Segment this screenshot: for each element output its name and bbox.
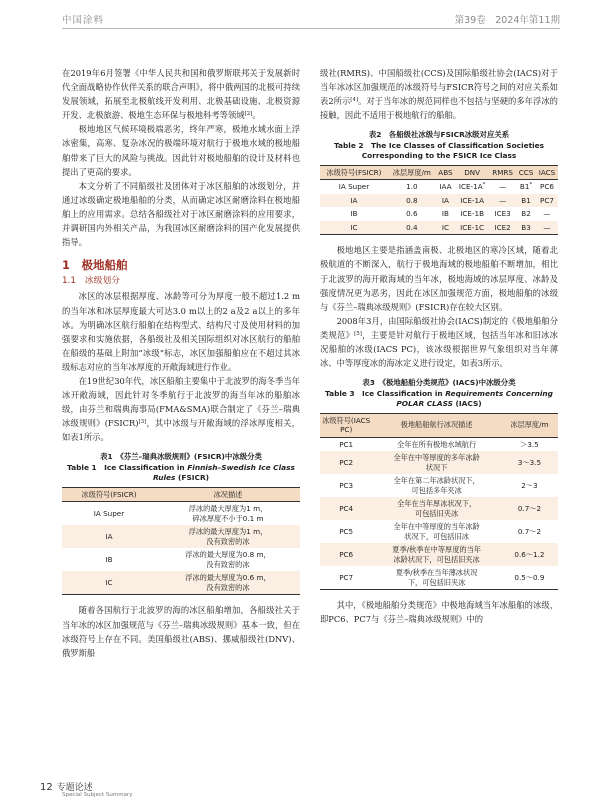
citation: [4] [350, 97, 359, 104]
header-divider [62, 28, 560, 29]
subsection-heading: 1.1 冰级划分 [62, 276, 120, 287]
table-row: IC 0.4 IC ICE-1C ICE2 B3 — [320, 221, 558, 235]
paragraph: 本文分析了不同船级社及团体对于冰区船舶的冰级划分，并通过冰级确定极地船舶的分类，从而确定冰区耐磨涂料在极地船舶上的应用需求。总结各船级社对于冰区耐磨涂料的应用要求，并调研国内外相关产品，为我国冰区耐磨涂料的国产化发展提供指导。 [62, 180, 300, 248]
page-number: 12 [40, 782, 53, 793]
table-header: CCS [516, 165, 536, 180]
table3 [320, 413, 558, 591]
left-column [62, 66, 300, 660]
table-header: DNV [455, 165, 489, 180]
table2 [320, 165, 558, 236]
citation: [5] [354, 330, 362, 337]
table1 [62, 487, 300, 596]
table-row: PC1 全年在所有极地水域航行 ＞3.5 [339, 439, 539, 449]
citation: [2] [244, 111, 253, 118]
table-row: PC2 全年在中等厚度的多年冰龄 状况下 3～3.5 [320, 451, 558, 474]
citation: [3] [138, 419, 147, 426]
table-row: PC7 夏季/秋季在当年薄冰状况 下，可包括旧夹冰 0.5～0.9 [339, 568, 545, 587]
table2-caption-zh: 表2 各船级社冰级与FSICR冰级对应关系 [368, 130, 510, 140]
right-column [320, 66, 558, 626]
table1-caption-zh: 表1 《芬兰–瑞典冰级规则》(FSICR)中冰级分类 [100, 452, 262, 462]
table-row: IA 浮冰的最大厚度为1 m， 没有致密的冰 [62, 525, 300, 548]
table-row: PC3 全年在第二年冰龄状况下， 可包括多年夹冰 2～3 [339, 476, 538, 495]
section-heading: 1 极地船舶 [62, 258, 128, 273]
journal-name: 中国涂料 [62, 15, 105, 26]
table3-caption-en: Table 3 Ice Classification in Requirements Concerning POLAR CLASS (IACS) [325, 388, 553, 409]
paragraph: 2008年3月，由国际船级社协会(IACS)制定的《极地船舶分类规范》[5]，主要是针对航行于极地区域，包括当年冰和旧冰冰况船舶的冰级(IACS PC)，该冰级根据世界气象组织对当年薄冰、中等厚度冰的海冰定义进行设定，如表3所示。 [320, 315, 558, 369]
table1-caption-en: Table 1 Ice Classification in Finnish–Swedish Ice Class Rules (FSICR) [67, 462, 295, 483]
table-row: IC 浮冰的最大厚度为0.6 m， 没有致密的冰 [62, 571, 300, 595]
paragraph: 冰区的冰层根据厚度、冰龄等可分为厚度一般不超过1.2 m的当年冰和冰层厚度最大可达3.0 m以上的2 a及2 a以上的多年冰。为明确冰区航行船舶在结构型式、结构尺寸及使用材料的加强要求和实施依据，各船级社及相关国际组织对冰区航行的船舶在船级的基础上附加“冰级”标志，冰区加强船舶应在不超过其冰级标志对应的当年冰厚度的开敞海域进行作业。 [62, 291, 300, 372]
table-row: IB 0.6 IB ICE-1B ICE3 B2 — [350, 209, 551, 219]
table-row: IA 0.8 IA ICE-1A — B1 PC7 [320, 194, 558, 208]
table-header: 冰层厚度/m [388, 165, 436, 180]
table-header: 极地船舶航行冰况描述 [372, 413, 501, 437]
table-header: 冰级符号(IACS PC) [320, 413, 372, 437]
paragraph: 极地地区气候环境极端恶劣，终年严寒，极地水域水面上浮冰密集，高寒、复杂冰况的极端环境对航行于极地水域的极地船舶带来了巨大的风险与挑战。因此针对极地船舶的设计及材料也提出了更高的要求。 [62, 124, 300, 177]
section-label-en: Special Subject Summary [62, 792, 133, 798]
paragraph: 极地地区主要是指涵盖南极、北极地区的寒冷区域，随着北极航道的不断深入，航行于极地海域的极地船舶不断增加，相比于北波罗的海开敞海域的当年冰，极地海域的冰层厚度、冰龄及强度情况更为恶劣，因此在冰区加强规范方面，极地船舶的冰级与《芬兰–瑞典冰级规则》(FSICR)存在较大区别。 [320, 245, 558, 312]
table-row: IA Super 1.0 IAA ICE-1A* — B1* PC6 [338, 182, 554, 192]
table-row: IB 浮冰的最大厚度为0.8 m， 没有致密的冰 [105, 550, 271, 569]
paragraph: 在19世纪30年代，冰区船舶主要集中于北波罗的海冬季当年冰开敞海域，因此针对冬季航行于北波罗的海当年冰的船舶冰级，由芬兰和瑞典海事局(FMA&SMA)联合制定了《芬兰–瑞典冰级规则》(FSICR)[3]，其中冰级与开敞海域的浮冰厚度相关，如表1所示。 [62, 375, 300, 443]
table-header: ABS [436, 165, 455, 180]
table-header: 冰层厚度/m [501, 413, 558, 437]
page-footer [40, 775, 132, 798]
table-header: 冰级符号(FSICR) [320, 165, 388, 180]
section-label: 专题论述 [56, 783, 93, 793]
table-header: RMRS [489, 165, 516, 180]
table-row: IA Super 浮冰的最大厚度为1 m， 碎冰厚度不小于0.1 m [93, 504, 268, 523]
table-row: PC4 全年在当年厚冰状况下， 可包括旧夹冰 0.7～2 [320, 497, 558, 520]
paragraph: 随着各国航行于北波罗的海的冰区船舶增加，各船级社关于当年冰的冰区加强规范与《芬兰–瑞典冰级规则》基本一致，但在冰级符号上存在不同。美国船级社(ABS)、挪威船级社(DNV)、俄罗斯船 [62, 605, 300, 658]
table2-caption-en: Table 2 The Ice Classes of Classification Societies Corresponding to the FSICR Ice Class [333, 140, 545, 161]
table-header: 冰级符号(FSICR) [62, 487, 156, 502]
paragraph: 在2019年6月签署《中华人民共和国和俄罗斯联邦关于发展新时代全面战略协作伙伴关系的联合声明》，将中俄两国的北极可持续发展领域，拓展至北极航线开发利用、北极基础设施、北极资源开发、北极旅游、极地生态环保与极地科考等领域[2]。 [62, 68, 300, 121]
table-row: PC6 夏季/秋季在中等厚度的当年 冰龄状况下，可包括旧夹冰 0.6～1.2 [320, 543, 558, 566]
table3-caption-zh: 表3 《极地船舶分类规范》(IACS)中冰级分类 [362, 378, 516, 388]
table-header: IACS [536, 165, 558, 180]
table-header: 冰况描述 [156, 487, 300, 502]
paragraph: 其中，《极地船舶分类规范》中极地海域当年冰船舶的冰级，即PC6、PC7与《芬兰–瑞典冰级规则》中的 [320, 600, 558, 625]
table-row: PC5 全年在中等厚度的当年冰龄 状况下，可包括旧冰 0.7～2 [339, 522, 542, 541]
issue-info: 第39卷 2024年第11期 [454, 15, 560, 26]
paragraph: 级社(RMRS)、中国船级社(CCS)及国际船级社协会(IACS)对于当年冰冰区加强规范的冰级符号与FSICR符号之间的对应关系如表2所示[4]。对于当年冰的规范同样也不包括与坚硬的多年浮冰的接触，因此不适用于极地航行的船舶。 [320, 68, 558, 121]
